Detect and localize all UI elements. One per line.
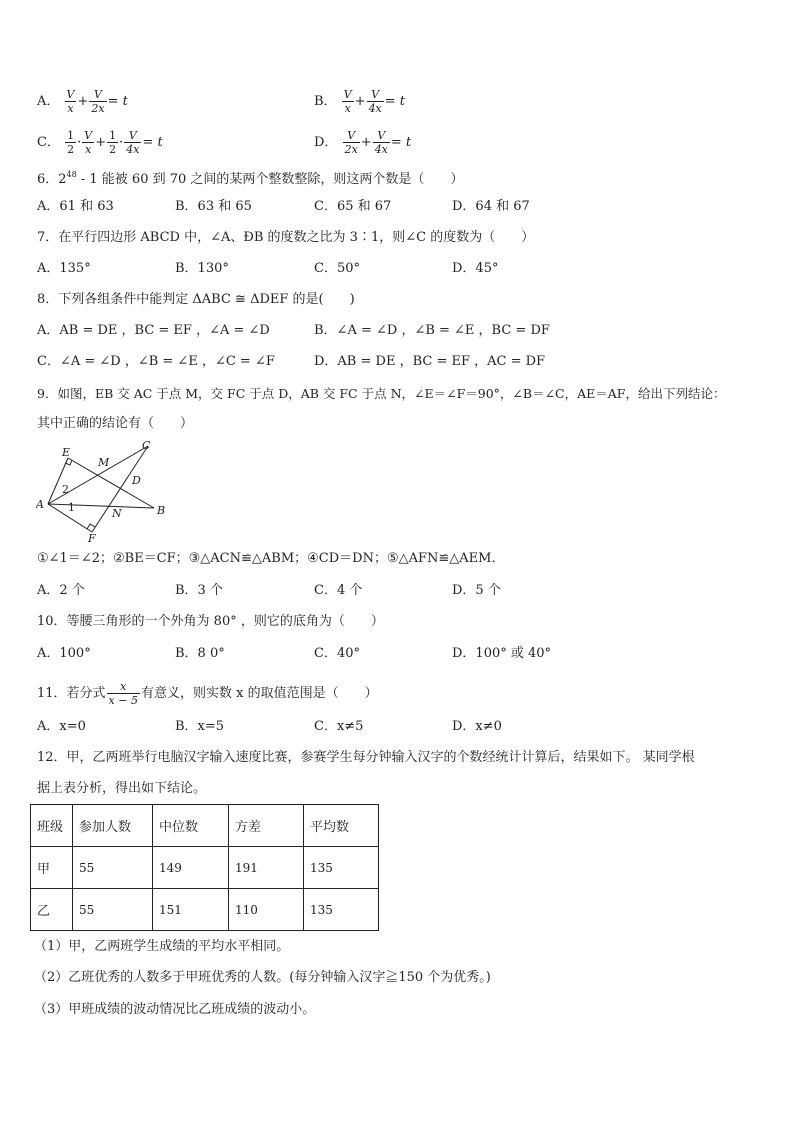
q8-option-c: C．∠A = ∠D ，∠B = ∠E ，∠C = ∠F [37, 354, 275, 369]
q9-conclusions: ①∠1＝∠2；②BE＝CF；③△ACN≌△ABM；④CD＝DN；⑤△AFN≌△AEM． [37, 551, 505, 566]
q11-option-a: A．x=0 [37, 719, 86, 734]
right-angle-f [87, 524, 95, 529]
q8-option-a: A．AB = DE ，BC = EF ，∠A = ∠D [37, 323, 270, 338]
segment-eb [68, 458, 154, 508]
label-d: D [132, 474, 141, 487]
label-m: M [98, 456, 110, 469]
q9-option-a: A．2 个 [37, 583, 85, 598]
segment-ae [48, 458, 68, 504]
q6-stem: 6．$2^{48} - 1$ 能被 60 到 70 之间的某两个整数整除，则这两个数是（ ） [37, 170, 464, 187]
table-row [31, 889, 379, 931]
label-c: C [142, 439, 151, 452]
table-row [31, 847, 379, 889]
segment-ab [48, 504, 154, 508]
q9-stem: 9．如图，EB 交 AC 于点 M，交 FC 于点 D，AB 交 FC 于点 N，∠E＝∠F＝90°，∠B＝∠C，AE＝AF，给出下列结论： [37, 386, 726, 401]
label-angle-1: 1 [68, 501, 75, 514]
label-a: A [36, 498, 44, 511]
table-header: 方差 [229, 805, 304, 847]
label-n: N [112, 507, 122, 520]
table-cell: 甲 [31, 847, 73, 889]
table-header: 中位数 [153, 805, 229, 847]
q12-stem: 12．甲，乙两班举行电脑汉字输入速度比赛，参赛学生每分钟输入汉字的个数经统计计算后，结果如下。 某同学根 [37, 750, 695, 765]
table-header: 班级 [31, 805, 73, 847]
table-header: 参加人数 [73, 805, 153, 847]
q11-option-d: D．x≠0 [452, 719, 502, 734]
q11-option-b: B．x=5 [175, 719, 225, 734]
table-header: 平均数 [304, 805, 379, 847]
q9-option-d: D．5 个 [452, 583, 501, 598]
table-cell: 110 [229, 889, 304, 931]
label-e: E [62, 446, 71, 459]
q5-option-c: C． $\frac{1}{2}$ · $\frac{V}{x}$ + $\frac{1}{2}$ · $\frac{V}{4x}$ = t [37, 129, 163, 156]
q11-option-c: C．x≠5 [314, 719, 364, 734]
table-header-row [31, 805, 379, 847]
table-cell: 乙 [31, 889, 73, 931]
q5-option-d: D． $\frac{V}{2x}$ + $\frac{V}{4x}$ = t [314, 129, 412, 156]
table-cell: 55 [73, 889, 153, 931]
label-f: F [88, 532, 96, 542]
q12-conclusion-1: （1）甲，乙两班学生成绩的平均水平相同。 [34, 939, 290, 954]
q10-option-c: C．40° [314, 646, 360, 661]
label-angle-2: 2 [62, 483, 69, 496]
q6-option-d: D．64 和 67 [452, 199, 530, 214]
table-cell: 191 [229, 847, 304, 889]
table-cell: 151 [153, 889, 229, 931]
q7-option-c: C．50° [314, 261, 360, 276]
q8-stem: 8．下列各组条件中能判定 ΔABC ≅ ΔDEF 的是( ) [37, 292, 355, 307]
q10-option-a: A．100° [37, 646, 91, 661]
q8-option-b: B．∠A = ∠D ，∠B = ∠E ，BC = DF [314, 323, 550, 338]
table-cell: 55 [73, 847, 153, 889]
q11-stem: 11．若分式 $\frac{x}{x - 5}$ 有意义，则实数 x 的取值范围是（ ） [37, 680, 378, 707]
q7-option-b: B．130° [175, 261, 229, 276]
q9-option-c: C．4 个 [314, 583, 363, 598]
q12-conclusion-2: （2）乙班优秀的人数多于甲班优秀的人数。(每分钟输入汉字≧150 个为优秀。) [34, 970, 491, 985]
q7-option-a: A．135° [37, 261, 91, 276]
table-cell: 149 [153, 847, 229, 889]
q8-option-d: D．AB = DE ，BC = EF ，AC = DF [314, 354, 546, 369]
q12-conclusion-3: （3）甲班成绩的波动情况比乙班成绩的波动小。 [34, 1002, 316, 1017]
score-table [30, 804, 379, 931]
q5-option-a: A． $\frac{V}{x}$ + $\frac{V}{2x}$ = t [37, 88, 128, 115]
q6-option-a: A．61 和 63 [37, 199, 114, 214]
q10-option-b: B．8 0° [175, 646, 225, 661]
q10-stem: 10．等腰三角形的一个外角为 80° ，则它的底角为（ ） [37, 614, 384, 629]
q6-option-c: C．65 和 67 [314, 199, 392, 214]
q9-geometry-figure [36, 438, 176, 542]
q7-stem: 7．在平行四边形 ABCD 中，∠A、ÐB 的度数之比为 3∶1，则∠C 的度数为（ ） [37, 230, 535, 245]
q9-stem-2: 其中正确的结论有（ ） [37, 416, 194, 431]
table-cell: 135 [304, 847, 379, 889]
q7-option-d: D．45° [452, 261, 499, 276]
q5-option-b: B． $\frac{V}{x}$ + $\frac{V}{4x}$ = t [314, 88, 406, 115]
q9-option-b: B．3 个 [175, 583, 223, 598]
q12-stem-2: 据上表分析，得出如下结论。 [37, 781, 207, 796]
label-b: B [157, 504, 166, 517]
q10-option-d: D．100° 或 40° [452, 646, 552, 661]
table-cell: 135 [304, 889, 379, 931]
q6-option-b: B．63 和 65 [175, 199, 252, 214]
